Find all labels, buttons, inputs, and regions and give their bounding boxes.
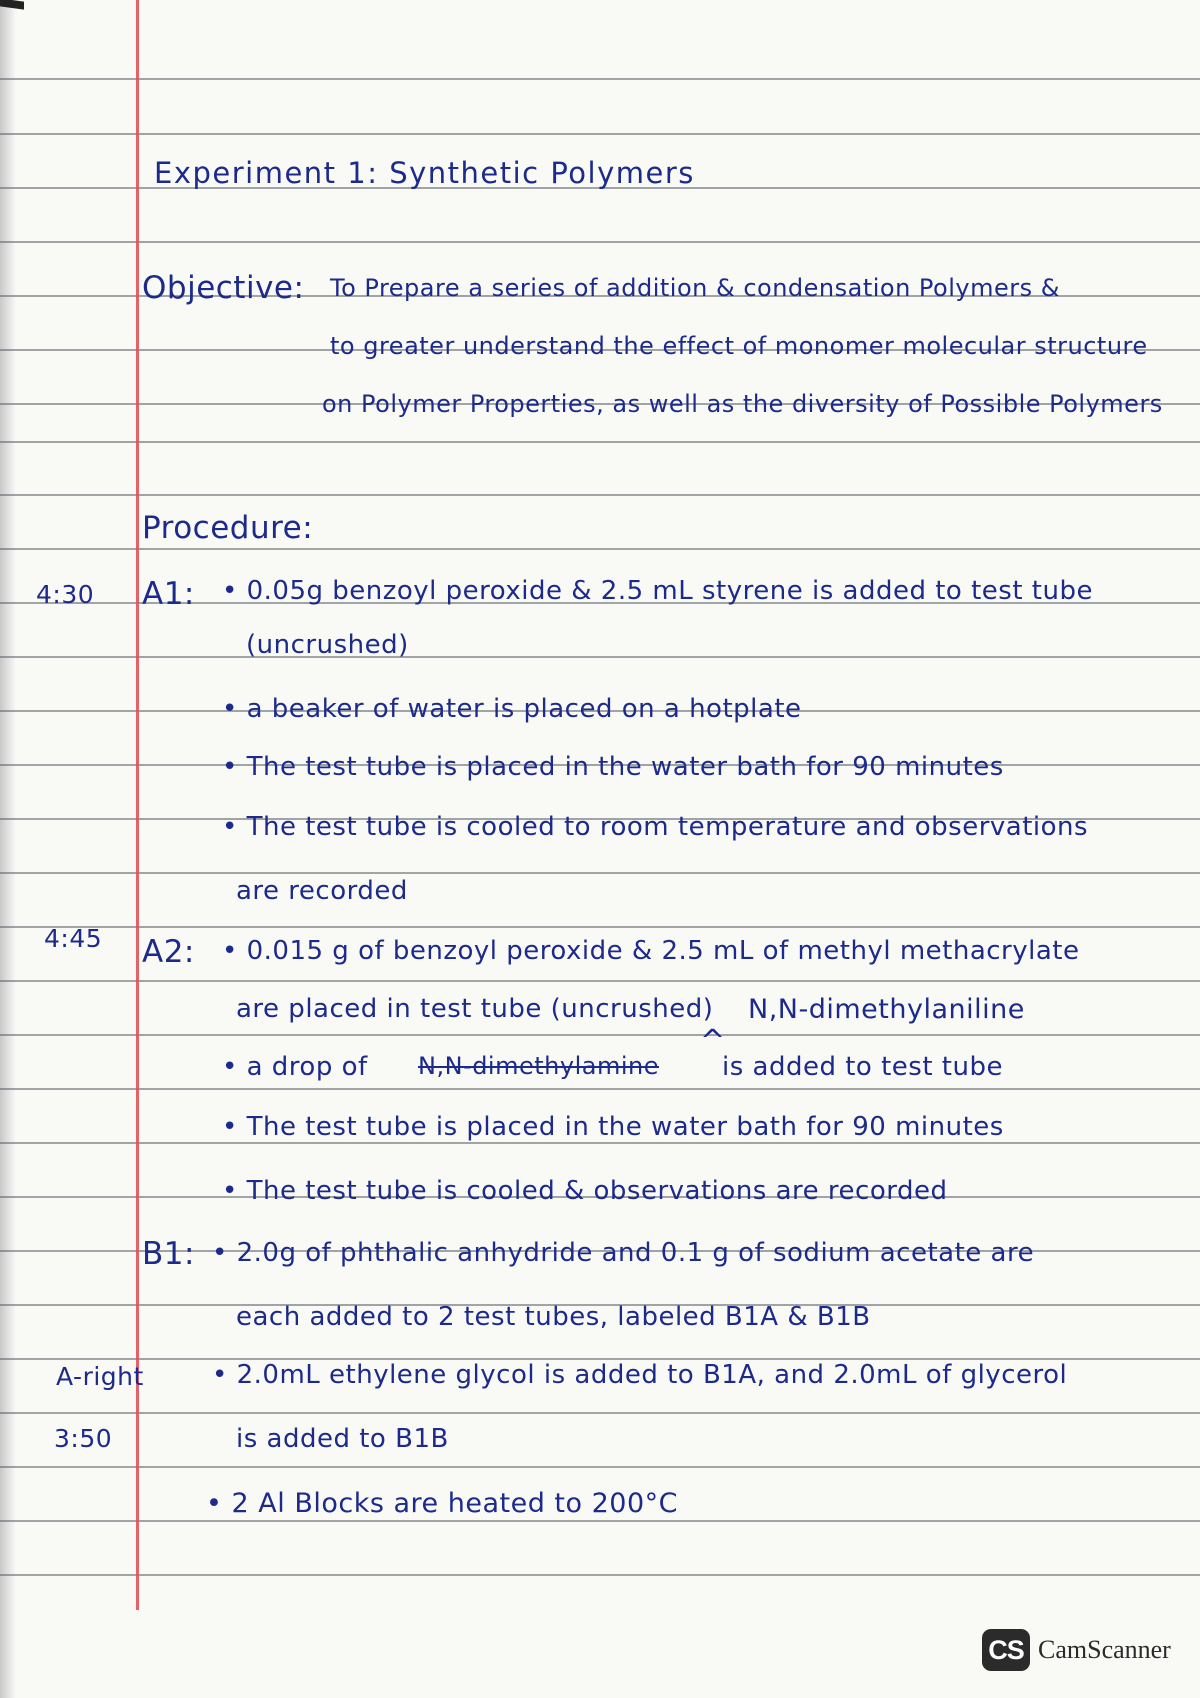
camscanner-watermark bbox=[982, 1629, 1171, 1671]
a1-step: are recorded bbox=[236, 876, 408, 906]
page-title: Experiment 1: Synthetic Polymers bbox=[154, 156, 695, 190]
b1-label: B1: bbox=[142, 1236, 195, 1272]
ruled-line bbox=[0, 980, 1200, 982]
ruled-line bbox=[0, 78, 1200, 80]
ruled-line bbox=[0, 1574, 1200, 1576]
a1-step: (uncrushed) bbox=[246, 630, 409, 660]
b1-step: • 2.0mL ethylene glycol is added to B1A, and 2.0mL of glycerol bbox=[212, 1360, 1068, 1390]
a1-step: • 0.05g benzoyl peroxide & 2.5 mL styrene is added to test tube bbox=[222, 576, 1093, 606]
a1-label: A1: bbox=[142, 576, 195, 612]
ruled-line bbox=[0, 241, 1200, 243]
ruled-line bbox=[0, 656, 1200, 658]
ruled-line bbox=[0, 1466, 1200, 1468]
b1-step: each added to 2 test tubes, labeled B1A & B1B bbox=[236, 1302, 871, 1332]
ruled-line bbox=[0, 1412, 1200, 1414]
ruled-line bbox=[0, 1520, 1200, 1522]
a2-step: • The test tube is placed in the water bath for 90 minutes bbox=[222, 1112, 1004, 1142]
objective-line: on Polymer Properties, as well as the diversity of Possible Polymers bbox=[322, 390, 1163, 418]
b1-step: • 2.0g of phthalic anhydride and 0.1 g of sodium acetate are bbox=[212, 1238, 1035, 1268]
insertion-caret: ^ bbox=[700, 1024, 726, 1059]
b1-side-note: A-right bbox=[56, 1362, 144, 1391]
b1-step: is added to B1B bbox=[236, 1424, 449, 1454]
a2-label: A2: bbox=[142, 934, 195, 970]
a2-step: • The test tube is cooled & observations are recorded bbox=[222, 1176, 948, 1206]
objective-line: To Prepare a series of addition & condensation Polymers & bbox=[330, 274, 1060, 302]
a2-step: • 0.015 g of benzoyl peroxide & 2.5 mL of methyl methacrylate bbox=[222, 936, 1080, 966]
ruled-line bbox=[0, 1034, 1200, 1036]
ruled-line bbox=[0, 1088, 1200, 1090]
page-edge-shadow bbox=[0, 0, 16, 1698]
ruled-line bbox=[0, 1142, 1200, 1144]
a2-struck-text: N,N-dimethylamine bbox=[418, 1052, 659, 1080]
ruled-line bbox=[0, 872, 1200, 874]
a2-step: is added to test tube bbox=[722, 1052, 1003, 1082]
ruled-line bbox=[0, 494, 1200, 496]
b1-step: • 2 Al Blocks are heated to 200°C bbox=[206, 1488, 679, 1519]
ruled-line bbox=[0, 441, 1200, 443]
camscanner-logo-icon: CS bbox=[982, 1629, 1030, 1671]
objective-line: to greater understand the effect of monomer molecular structure bbox=[330, 332, 1148, 360]
b1-time: 3:50 bbox=[54, 1424, 113, 1453]
objective-label: Objective: bbox=[142, 270, 305, 306]
a2-insertion: N,N-dimethylaniline bbox=[748, 994, 1025, 1025]
a2-time: 4:45 bbox=[44, 924, 103, 953]
a1-step: • The test tube is cooled to room temperature and observations bbox=[222, 812, 1089, 842]
ruled-line bbox=[0, 133, 1200, 135]
camscanner-name: CamScanner bbox=[1038, 1635, 1171, 1664]
a1-step: • The test tube is placed in the water bath for 90 minutes bbox=[222, 752, 1004, 782]
a2-step: • a drop of bbox=[222, 1052, 368, 1082]
procedure-label: Procedure: bbox=[142, 510, 314, 546]
a1-step: • a beaker of water is placed on a hotplate bbox=[222, 694, 802, 724]
a1-time: 4:30 bbox=[36, 580, 95, 609]
a2-step: are placed in test tube (uncrushed) bbox=[236, 994, 714, 1024]
ruled-line bbox=[0, 548, 1200, 550]
ruled-line bbox=[0, 926, 1200, 928]
